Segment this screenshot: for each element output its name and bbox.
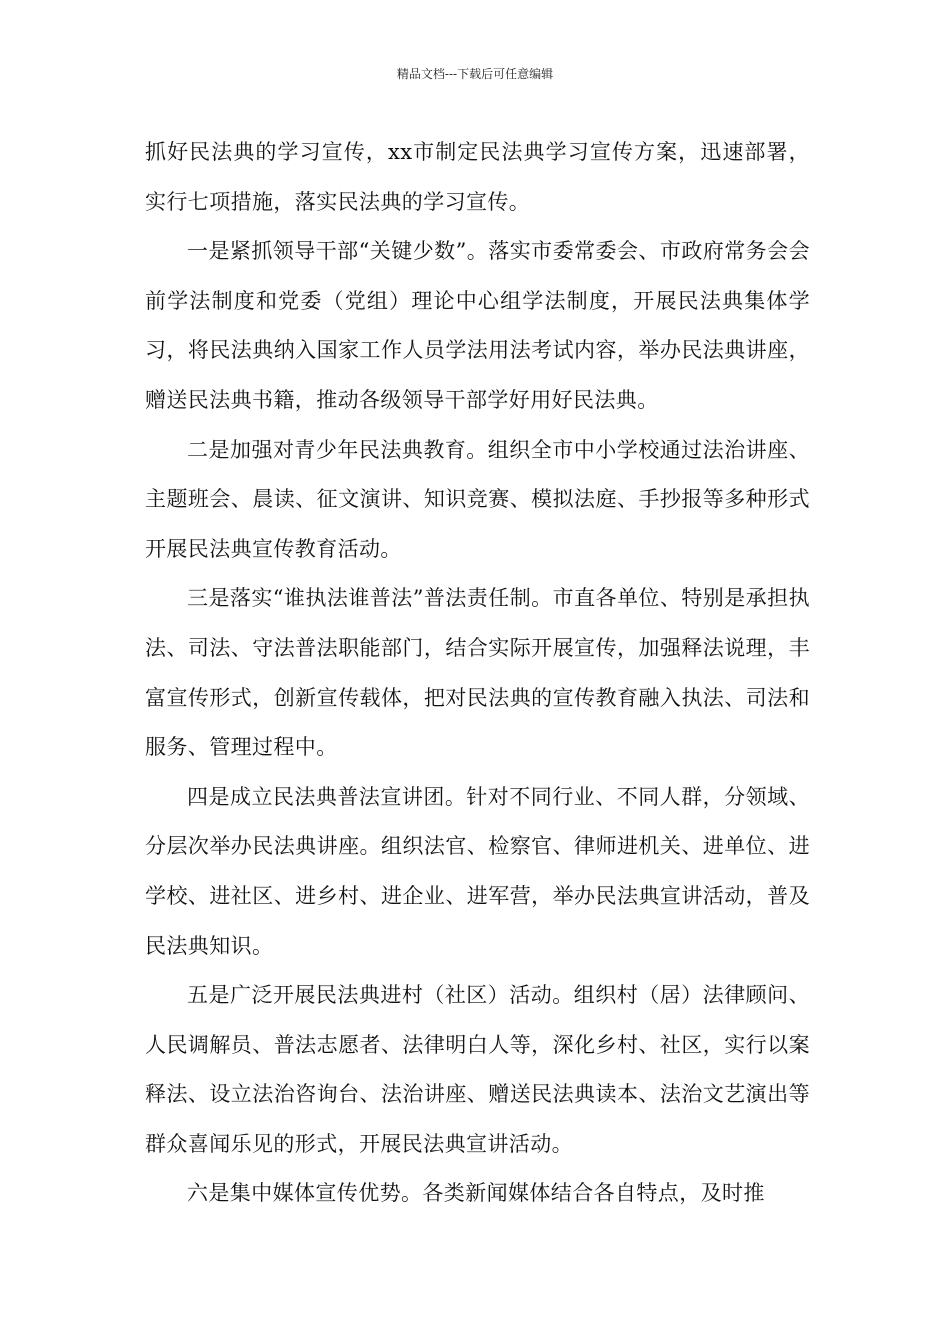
paragraph-measure-3: 三是落实“谁执法谁普法”普法责任制。市直各单位、特别是承担执法、司法、守法普法职能部门，结合实际开展宣传，加强释法说理，丰富宣传形式，创新宣传载体，把对民法典的宣传教育融入执法、司法和服务、管理过程中。 [145,586,810,760]
paragraph-intro: 抓好民法典的学习宣传，xx市制定民法典学习宣传方案，迅速部署，实行七项措施，落实民法典的学习宣传。 [145,140,810,214]
paragraph-measure-1: 一是紧抓领导干部“关键少数”。落实市委常委会、市政府常务会会前学法制度和党委（党组）理论中心组学法制度，开展民法典集体学习，将民法典纳入国家工作人员学法用法考试内容，举办民法典讲座，赠送民法典书籍，推动各级领导干部学好用好民法典。 [145,239,810,412]
paragraph-measure-5: 五是广泛开展民法典进村（社区）活动。组织村（居）法律顾问、人民调解员、普法志愿者、法律明白人等，深化乡村、社区，实行以案释法、设立法治咨询台、法治讲座、赠送民法典读本、法治文艺演出等群众喜闻乐见的形式，开展民法典宣讲活动。 [145,983,810,1156]
page-header: 精品文档---下载后可任意编辑 [396,67,554,81]
paragraph-measure-2: 二是加强对青少年民法典教育。组织全市中小学校通过法治讲座、主题班会、晨读、征文演讲、知识竞赛、模拟法庭、手抄报等多种形式开展民法典宣传教育活动。 [145,437,810,561]
paragraph-measure-4: 四是成立民法典普法宣讲团。针对不同行业、不同人群，分领域、分层次举办民法典讲座。组织法官、检察官、律师进机关、进单位、进学校、进社区、进乡村、进企业、进军营，举办民法典宣讲活动，普及民法典知识。 [145,784,810,958]
paragraph-measure-6: 六是集中媒体宣传优势。各类新闻媒体结合各自特点，及时推 [187,1181,765,1206]
document-body [145,128,810,1219]
